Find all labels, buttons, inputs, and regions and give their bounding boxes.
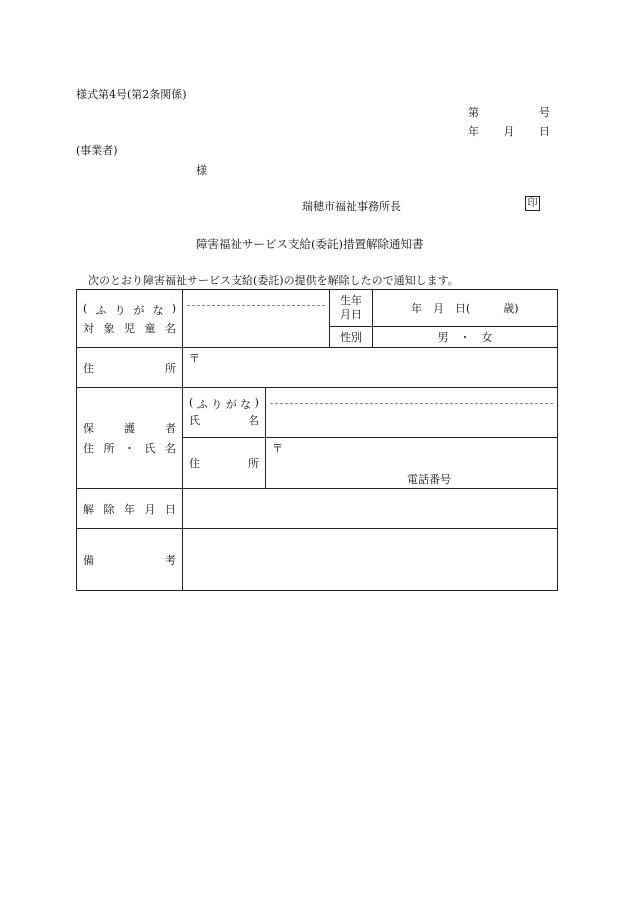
remarks-value[interactable]	[183, 529, 558, 591]
document-number-prefix: 第	[468, 106, 479, 119]
birthdate-label-line1: 生年	[340, 294, 362, 307]
document-number	[468, 104, 550, 120]
release-date-label-cell	[77, 489, 183, 529]
child-name-cell[interactable]	[183, 290, 330, 348]
recipient-label: (事業者)	[76, 144, 118, 157]
guardian-name-label: 氏 名	[189, 414, 259, 427]
address-value[interactable]	[183, 348, 558, 388]
guardian-label-cell	[77, 388, 183, 489]
child-furigana-label: ( ふ り が な )	[83, 301, 176, 317]
seal-text: 印	[525, 196, 540, 211]
guardian-address-value[interactable]	[266, 438, 558, 489]
guardian-label-line1: 保 護 者	[83, 422, 176, 435]
document-number-suffix: 号	[539, 106, 550, 119]
seal-mark	[525, 196, 540, 211]
guardian-address-label: 住 所	[189, 457, 259, 470]
guardian-postal-mark: 〒	[272, 442, 283, 455]
remarks-label-cell	[77, 529, 183, 591]
date-month: 月	[503, 125, 515, 138]
issuer-name: 瑞穂市福祉事務所長	[302, 200, 401, 213]
guardian-furigana-line	[270, 388, 553, 404]
postal-mark: 〒	[189, 352, 200, 365]
intro-text: 次のとおり障害福祉サービス支給(委託)の提供を解除したので通知します。	[88, 274, 459, 287]
birthdate-value[interactable]: 年 月 日( 歳)	[373, 290, 558, 327]
child-label-cell	[77, 290, 183, 348]
child-furigana-line	[187, 290, 325, 306]
guardian-name-label-cell	[183, 388, 266, 438]
remarks-label: 備 考	[83, 553, 176, 567]
form-table	[76, 289, 558, 591]
sex-value[interactable]: 男 ・ 女	[373, 327, 558, 348]
release-date-value[interactable]	[183, 489, 558, 529]
date-day: 日	[539, 125, 550, 138]
child-name-label: 対 象 児 童 名	[83, 321, 176, 335]
release-date-label: 解 除 年 月 日	[83, 502, 176, 516]
phone-label: 電話番号	[407, 473, 451, 486]
address-label-cell	[77, 348, 183, 388]
sex-label: 性別	[330, 327, 373, 348]
guardian-name-value[interactable]	[266, 388, 558, 438]
date-year: 年	[468, 125, 479, 138]
guardian-address-label-cell	[183, 438, 266, 489]
document-title: 障害福祉サービス支給(委託)措置解除通知書	[196, 237, 424, 251]
guardian-label-line2: 住 所 ・ 氏 名	[83, 442, 176, 455]
address-label: 住 所	[83, 361, 176, 375]
form-reference: 様式第4号(第2条関係)	[76, 88, 187, 101]
honorific: 様	[196, 164, 207, 177]
birthdate-label-line2: 月日	[340, 308, 362, 321]
document-date	[468, 123, 550, 139]
birthdate-label-cell	[330, 290, 373, 327]
guardian-furigana-label: ( ふ り が な )	[189, 396, 259, 411]
